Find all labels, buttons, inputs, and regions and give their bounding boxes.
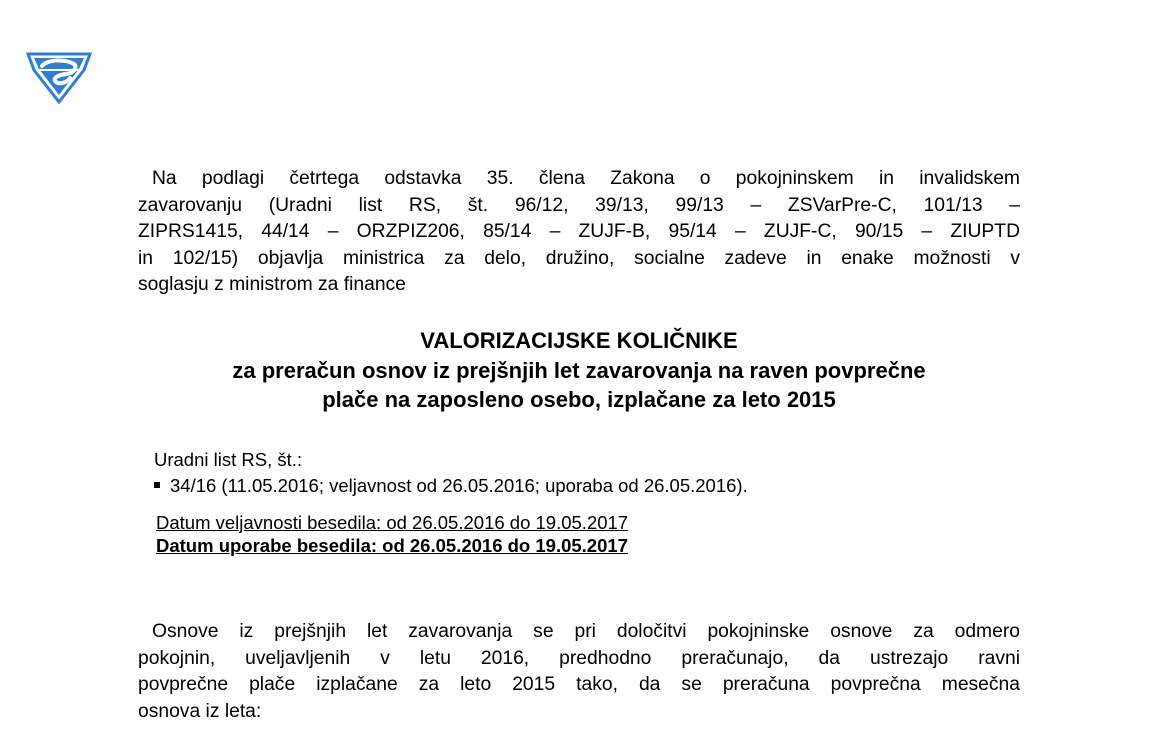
- body-line: pokojnin, uveljavljenih v letu 2016, predhodno preračunajo, da ustrezajo ravni: [138, 647, 1020, 669]
- validity-date: Datum veljavnosti besedila: od 26.05.2016 do 19.05.2017: [156, 512, 629, 533]
- title-line-3: plače na zaposleno osebo, izplačane za leto 2015: [322, 387, 836, 412]
- intro-line: zavarovanju (Uradni list RS, št. 96/12, 39/13, 99/13 – ZSVarPre-C, 101/13 –: [138, 194, 1020, 216]
- title-line-2: za preračun osnov iz prejšnjih let zavarovanja na raven povprečne: [232, 357, 926, 383]
- document-title: [138, 326, 1020, 415]
- gazette-label: Uradni list RS, št.:: [154, 449, 303, 470]
- zpiz-logo: [22, 48, 96, 104]
- intro-line: ZIPRS1415, 44/14 – ORZPIZ206, 85/14 – ZUJF-B, 95/14 – ZUJF-C, 90/15 – ZIUPTD: [138, 221, 1020, 242]
- bullet-icon: [154, 482, 160, 488]
- body-paragraph: [138, 619, 1020, 725]
- intro-line: Na podlagi četrtega odstavka 35. člena Zakona o pokojninskem in invalidskem: [152, 168, 1020, 189]
- gazette-entry: [154, 473, 748, 499]
- intro-line: in 102/15) objavlja ministrica za delo, družino, socialne zadeve in enake možnosti v: [138, 247, 1020, 269]
- gazette-reference: [154, 447, 748, 498]
- application-date: Datum uporabe besedila: od 26.05.2016 do 19.05.2017: [156, 534, 628, 556]
- body-line: Osnove iz prejšnjih let zavarovanja se pri določitvi pokojninske osnove za odmero: [152, 621, 1020, 642]
- intro-line: soglasju z ministrom za finance: [138, 274, 406, 295]
- body-line: povprečne plače izplačane za leto 2015 tako, da se preračuna povprečna mesečna: [138, 674, 1020, 695]
- body-line: osnova iz leta:: [138, 700, 262, 722]
- validity-dates: [156, 512, 628, 557]
- intro-paragraph: [138, 166, 1020, 299]
- gazette-entry-text: 34/16 (11.05.2016; veljavnost od 26.05.2016; uporaba od 26.05.2016).: [170, 474, 748, 496]
- title-line-1: VALORIZACIJSKE KOLIČNIKE: [420, 328, 738, 353]
